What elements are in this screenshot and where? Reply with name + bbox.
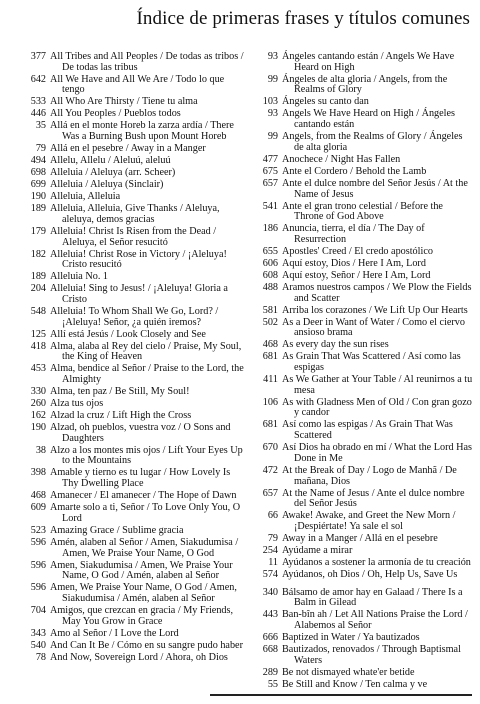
- hymn-number: 340: [262, 586, 278, 598]
- index-entry: [22, 399, 244, 410]
- hymn-title: Alma, ten paz / Be Still, My Soul!: [50, 386, 190, 398]
- hymn-number: 343: [30, 627, 46, 639]
- index-entry: [248, 511, 474, 532]
- hymn-title: Alleluia, Alleluia, Give Thanks / Aleluya, aleluya, demos gracias: [50, 203, 220, 225]
- index-entry: [248, 75, 474, 96]
- hymn-number: 289: [262, 666, 278, 678]
- hymn-number: 78: [35, 651, 46, 663]
- index-entry: [248, 132, 474, 153]
- hymn-number: 609: [30, 502, 46, 514]
- hymn-title: Alzo a los montes mis ojos / Lift Your Eyes Up to the Mountains: [50, 444, 243, 467]
- index-entry: [22, 491, 244, 502]
- index-entry: [248, 558, 474, 569]
- hymn-title: Ayúdanos a sostener la armonía de tu creación: [282, 556, 471, 568]
- hymn-title: As Grain That Was Scattered / Así como las espigas: [282, 351, 461, 374]
- hymn-number: 179: [30, 225, 46, 237]
- hymn-title: Ayúdanos, oh Dios / Oh, Help Us, Save Us: [282, 568, 458, 580]
- index-entry: [22, 342, 244, 363]
- hymn-number: 533: [30, 96, 46, 108]
- hymn-number: 468: [262, 339, 278, 351]
- hymn-title: As with Gladness Men of Old / Con gran gozo y candor: [282, 396, 472, 419]
- hymn-title: Alleluia! Sing to Jesus! / ¡Aleluya! Gloria a Cristo: [50, 283, 228, 305]
- hymn-number: 190: [30, 191, 46, 203]
- index-entry: [22, 272, 244, 283]
- index-entry: [248, 534, 474, 545]
- hymn-title: Baptized in Water / Ya bautizados: [282, 632, 420, 644]
- hymn-title: Amable y tierno es tu lugar / How Lovely Is Thy Dwelling Place: [50, 467, 231, 490]
- hymn-number: 704: [30, 604, 46, 616]
- hymn-number: 38: [35, 444, 46, 456]
- index-entry: [22, 180, 244, 191]
- index-entry: [22, 446, 244, 467]
- index-entry: [248, 588, 474, 609]
- index-entry: [22, 629, 244, 640]
- hymn-title: Alleluia No. 1: [50, 271, 109, 283]
- hymn-number: 655: [262, 245, 278, 257]
- index-entry: [248, 247, 474, 258]
- index-entry: [22, 204, 244, 225]
- index-entry: [22, 641, 244, 652]
- hymn-title: Be not dismayed whate'er betide: [282, 666, 415, 678]
- hymn-number: 494: [30, 155, 46, 167]
- hymn-number: 468: [30, 490, 46, 502]
- hymn-number: 681: [262, 351, 278, 363]
- hymn-number: 657: [262, 177, 278, 189]
- hymn-number: 698: [30, 167, 46, 179]
- hymn-title: At the Break of Day / Logo de Manhã / De mañana, Dios: [282, 464, 457, 487]
- hymn-title: Away in a Manger / Allá en el pesebre: [282, 532, 438, 544]
- index-entry: [248, 202, 474, 223]
- index-entry: [22, 109, 244, 120]
- hymn-title: Alleluia! Christ Rose in Victory / ¡Aleluya! Cristo resucitó: [50, 248, 227, 271]
- hymn-number: 186: [262, 223, 278, 235]
- index-entry: [248, 97, 474, 108]
- hymn-title: Bálsamo de amor hay en Galaad / There Is a Balm in Gilead: [282, 586, 463, 609]
- hymn-number: 125: [30, 328, 46, 340]
- hymn-number: 596: [30, 536, 46, 548]
- hymn-number: 502: [262, 316, 278, 328]
- hymn-title: Amanecer / El amanecer / The Hope of Dawn: [50, 490, 237, 502]
- hymn-number: 477: [262, 153, 278, 165]
- hymn-title: Awake! Awake, and Greet the New Morn / ¡Despiértate! Ya sale el sol: [282, 510, 456, 532]
- hymn-number: 189: [30, 203, 46, 215]
- hymn-number: 666: [262, 632, 278, 644]
- index-entry: [248, 109, 474, 130]
- hymn-number: 106: [262, 396, 278, 408]
- index-entry: [22, 653, 244, 664]
- hymn-number: 254: [262, 544, 278, 556]
- hymn-title: Alma, alaba al Rey del cielo / Praise, My Soul, the King of Heaven: [50, 340, 242, 363]
- index-entry: [22, 583, 244, 604]
- hymn-title: Angels, from the Realms of Glory / Ángeles de alta gloria: [282, 131, 463, 153]
- index-entry: [248, 398, 474, 419]
- index-entry: [248, 283, 474, 304]
- hymn-title: Así Dios ha obrado en mí / What the Lord Has Done in Me: [282, 442, 472, 464]
- hymn-number: 670: [262, 442, 278, 454]
- hymn-number: 93: [267, 108, 278, 120]
- hymn-title: Aramos nuestros campos / We Plow the Fields and Scatter: [282, 281, 472, 304]
- hymn-title: Allelu, Allelu / Aleluú, aleluú: [50, 155, 171, 167]
- hymn-number: 182: [30, 248, 46, 260]
- index-entry: [22, 330, 244, 341]
- hymn-title: And Can It Be / Cómo en su sangre pudo haber: [50, 639, 243, 651]
- index-entry: [22, 561, 244, 582]
- index-entry: [22, 284, 244, 305]
- index-entry: [22, 606, 244, 627]
- index-entry: [248, 318, 474, 339]
- index-entry: [22, 168, 244, 179]
- index-entry: [22, 227, 244, 248]
- hymn-title: Angels We Have Heard on High / Ángeles cantando están: [282, 108, 455, 131]
- hymn-title: As a Deer in Want of Water / Como el ciervo ansioso brama: [282, 316, 465, 339]
- hymn-number: 608: [262, 269, 278, 281]
- hymn-title: At the Name of Jesus / Ante el dulce nombre del Señor Jesús: [282, 487, 465, 510]
- index-entry: [22, 307, 244, 328]
- hymn-number: 606: [262, 257, 278, 269]
- bottom-rule: [210, 694, 472, 696]
- index-entry: [22, 75, 244, 96]
- hymn-number: 681: [262, 419, 278, 431]
- hymn-number: 103: [262, 96, 278, 108]
- hymn-number: 99: [267, 131, 278, 143]
- hymn-title: Anochece / Night Has Fallen: [282, 153, 401, 165]
- index-entry: [248, 259, 474, 270]
- hymn-number: 79: [267, 532, 278, 544]
- hymn-number: 642: [30, 73, 46, 85]
- hymn-title: Alleluia! Christ Is Risen from the Dead / Aleluya, el Señor resucitó: [50, 225, 217, 248]
- hymn-number: 330: [30, 386, 46, 398]
- hymn-number: 472: [262, 464, 278, 476]
- hymn-number: 162: [30, 410, 46, 422]
- hymn-number: 55: [267, 678, 278, 690]
- hymn-title: Ángeles su canto dan: [282, 96, 369, 108]
- hymn-title: Amen, Siakudumisa / Amen, We Praise Your Name, O God / Amén, alaben al Señor: [50, 559, 233, 582]
- index-entry: [22, 97, 244, 108]
- hymn-number: 540: [30, 639, 46, 651]
- hymn-number: 523: [30, 524, 46, 536]
- hymn-title: Be Still and Know / Ten calma y ve: [282, 678, 428, 690]
- hymn-title: Alleluia / Aleluya (arr. Scheer): [50, 167, 176, 179]
- hymn-title: Anuncia, tierra, el día / The Day of Resurrection: [282, 223, 425, 245]
- index-entry: [248, 570, 474, 581]
- hymn-title: Alleluia / Aleluya (Sinclair): [50, 179, 164, 191]
- hymn-number: 93: [267, 51, 278, 62]
- hymn-number: 541: [262, 200, 278, 212]
- index-entry: [248, 375, 474, 396]
- hymn-number: 418: [30, 340, 46, 352]
- hymn-number: 11: [268, 556, 278, 568]
- index-entry: [22, 192, 244, 203]
- hymn-title: Apostles' Creed / El credo apostólico: [282, 245, 433, 257]
- index-entry: [22, 411, 244, 422]
- hymn-title: All Who Are Thirsty / Tiene tu alma: [50, 96, 198, 108]
- hymn-title: Amo al Señor / I Love the Lord: [50, 627, 179, 639]
- hymn-title: Alleluia! To Whom Shall We Go, Lord? / ¡Aleluya! Señor, ¿a quién iremos?: [50, 305, 219, 328]
- index-entry: [248, 443, 474, 464]
- hymn-number: 668: [262, 644, 278, 656]
- hymn-number: 446: [30, 108, 46, 120]
- index-entry: [22, 52, 244, 73]
- hymn-title: Ante el gran trono celestial / Before the Throne of God Above: [282, 200, 443, 223]
- index-entry: [22, 526, 244, 537]
- hymn-title: Amen, We Praise Your Name, O God / Amen, Siakudumisa / Amén, alaben al Señor: [50, 582, 237, 604]
- hymn-title: Amigos, que crezcan en gracia / My Friends, May You Grow in Grace: [50, 604, 234, 627]
- index-entry: [248, 633, 474, 644]
- hymn-title: Allá en el monte Horeb la zarza ardía / There Was a Burning Bush upon Mount Horeb: [50, 120, 234, 143]
- page-title: Índice de primeras frases y títulos comunes: [136, 8, 470, 29]
- index-entry: [248, 155, 474, 166]
- index-entry: [248, 271, 474, 282]
- hymn-title: Amazing Grace / Sublime gracia: [50, 524, 184, 536]
- hymn-number: 548: [30, 305, 46, 317]
- hymn-title: Bautizados, renovados / Through Baptismal Waters: [282, 644, 461, 666]
- hymn-number: 398: [30, 467, 46, 479]
- hymn-number: 204: [30, 283, 46, 295]
- index-entry: [248, 224, 474, 245]
- hymn-title: Ángeles cantando están / Angels We Have Heard on High: [282, 51, 455, 73]
- index-entry: [248, 179, 474, 200]
- hymn-number: 260: [30, 398, 46, 410]
- hymn-number: 189: [30, 271, 46, 283]
- hymn-title: Aquí estoy, Señor / Here I Am, Lord: [282, 269, 431, 281]
- index-entry: [248, 680, 474, 691]
- hymn-number: 581: [262, 304, 278, 316]
- hymn-number: 574: [262, 568, 278, 580]
- hymn-number: 675: [262, 165, 278, 177]
- hymn-number: 35: [35, 120, 46, 132]
- hymn-number: 488: [262, 281, 278, 293]
- index-entry: [248, 466, 474, 487]
- hymn-title: Alzad la cruz / Lift High the Cross: [50, 410, 192, 422]
- hymn-number: 453: [30, 363, 46, 375]
- hymn-title: All Tribes and All Peoples / De todas as tribos / De todas las tribus: [50, 51, 244, 73]
- hymn-title: All You Peoples / Pueblos todos: [50, 108, 181, 120]
- hymn-title: Allá en el pesebre / Away in a Manger: [50, 143, 206, 155]
- index-entry: [22, 250, 244, 271]
- hymn-number: 699: [30, 179, 46, 191]
- hymn-title: Ángeles de alta gloria / Angels, from the Realms of Glory: [282, 73, 448, 96]
- index-entry: [248, 52, 474, 73]
- hymn-number: 596: [30, 582, 46, 594]
- hymn-title: All We Have and All We Are / Todo lo que tengo: [50, 73, 225, 96]
- index-entry: [248, 352, 474, 373]
- index-entry: [248, 668, 474, 679]
- hymn-title: Ante el Cordero / Behold the Lamb: [282, 165, 427, 177]
- index-entry: [248, 546, 474, 557]
- hymn-number: 411: [263, 374, 278, 386]
- hymn-title: Amén, alaben al Señor / Amen, Siakudumisa / Amen, We Praise Your Name, O God: [50, 536, 239, 559]
- hymn-title: Alleluia, Alleluia: [50, 191, 121, 203]
- hymn-title: Alzad, oh pueblos, vuestra voz / O Sons and Daughters: [50, 422, 231, 444]
- index-entry: [248, 306, 474, 317]
- hymn-number: 377: [30, 51, 46, 62]
- index-column-left: [22, 52, 244, 665]
- index-entry: [22, 468, 244, 489]
- hymn-title: Ante el dulce nombre del Señor Jesús / At the Name of Jesus: [282, 177, 468, 200]
- hymn-number: 657: [262, 487, 278, 499]
- hymn-title: As We Gather at Your Table / Al reunirnos a tu mesa: [282, 374, 473, 396]
- index-entry: [248, 420, 474, 441]
- hymn-title: Ban-bîn ah / Let All Nations Praise the Lord / Alabemos al Señor: [282, 609, 468, 632]
- index-entry: [22, 156, 244, 167]
- index-entry: [248, 167, 474, 178]
- hymn-number: 596: [30, 559, 46, 571]
- index-entry: [22, 144, 244, 155]
- index-entry: [22, 538, 244, 559]
- hymn-title: And Now, Sovereign Lord / Ahora, oh Dios: [50, 651, 228, 663]
- index-entry: [248, 489, 474, 510]
- index-entry: [22, 121, 244, 142]
- index-entry: [22, 423, 244, 444]
- hymn-number: 99: [267, 73, 278, 85]
- hymn-title: Ayúdame a mirar: [282, 544, 353, 556]
- hymn-title: As every day the sun rises: [282, 339, 389, 351]
- hymn-title: Amarte solo a ti, Señor / To Love Only You, O Lord: [50, 502, 241, 524]
- index-column-right: [248, 52, 474, 692]
- hymn-number: 190: [30, 422, 46, 434]
- index-entry: [248, 645, 474, 666]
- index-entry: [22, 364, 244, 385]
- index-entry: [22, 387, 244, 398]
- hymn-number: 66: [267, 510, 278, 522]
- hymn-number: 79: [35, 143, 46, 155]
- index-entry: [22, 503, 244, 524]
- hymn-title: Así como las espigas / As Grain That Was Scattered: [282, 419, 453, 442]
- index-entry: [248, 340, 474, 351]
- index-entry: [248, 610, 474, 631]
- hymn-title: Alma, bendice al Señor / Praise to the Lord, the Almighty: [50, 363, 244, 386]
- hymn-number: 443: [262, 609, 278, 621]
- hymn-title: Arriba los corazones / We Lift Up Our Hearts: [282, 304, 468, 316]
- hymn-title: Alza tus ojos: [50, 398, 104, 410]
- hymn-title: Allí está Jesús / Look Closely and See: [50, 328, 206, 340]
- hymn-title: Aquí estoy, Dios / Here I Am, Lord: [282, 257, 426, 269]
